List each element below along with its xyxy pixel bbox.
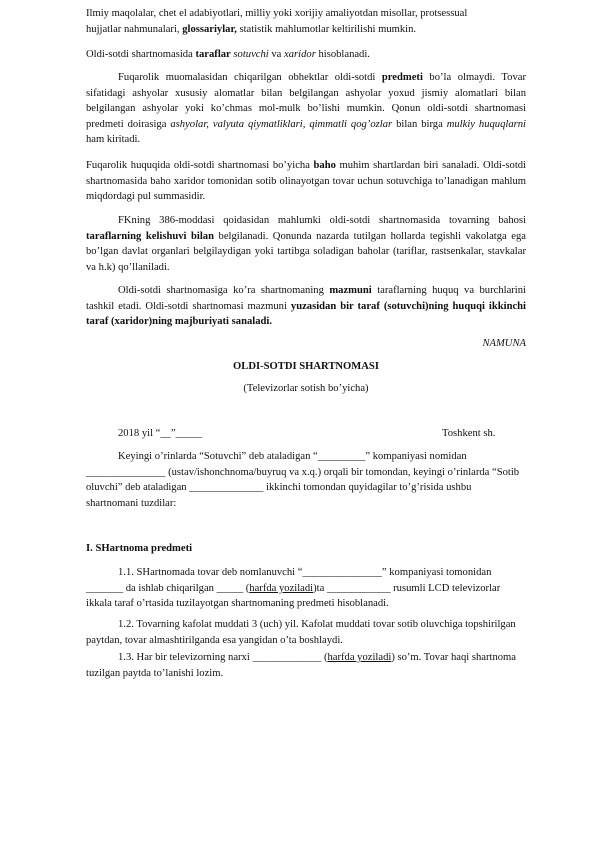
property-paragraph: Fuqarolik muomalasidan chiqarilgan obhektlar oldi-sotdi predmeti bo’la olmaydi. Tovar sifatidagi ashyolar xususiy alomatlar bilan belgilangan ashyolar yoxud jismiy alomatlari bilan belgilangan ashyolar yoki ko’chmas mol-mulk bo’lishi mumkin. Qonun oldi-sotdi shartnomasi predmeti doirasiga ashyolar, valyuta qiymatliklari, qimmatli qog’ozlar bilan birga mulkiy huquqlarni ham kiritadi. [86, 72, 527, 146]
sample-label: NAMUNA [482, 338, 526, 349]
price-term: baho [313, 160, 336, 171]
content-term: mazmuni [329, 285, 372, 296]
property-rights-term: mulkiy huquqlarni [446, 118, 527, 130]
rights-obligations-text: yuzasidan bir taraf (sotuvchi)ning huquqi ikkinchi taraf (xaridor)ning majburiyati sanaladi. [86, 300, 526, 328]
section-number: I. [86, 543, 93, 554]
section-title: SHartnoma predmeti [95, 543, 193, 554]
article-paragraph: FKning 386-moddasi qoidasidan mahlumki oldi-sotdi shartnomasida tovarning bahosi taraflarning kelishuvi bilan belgilanadi. Qonunda nazarda tutilgan hollarda tegishli vakolatga ega bo’lgan davlat organlari belgilaydigan yoki tartibga soladigan baholar (tariflar, rastsenkalar, stavkalar va h.k) qo’llaniladi. [86, 215, 526, 273]
subject-term: predmeti [381, 72, 423, 83]
clause-1-1: 1.1. SHartnomada tovar deb nomlanuvchi “_______________” kompaniyasi tomonidan _______ da ishlab chiqarilgan _____ (harfda yoziladi)ta ____________ rusumli LCD televizorlar ikkala taraf o’rtasida tuzilayotgan shartnomaning predmeti hisoblanadi. [86, 567, 501, 610]
glossary-term: glossariylar, [182, 23, 237, 35]
in-words-note: harfda yoziladi [327, 652, 392, 663]
intro-text-end: statistik mahlumotlar keltirilishi mumkin. [236, 23, 417, 35]
intro-paragraph [86, 6, 526, 37]
content-paragraph: Oldi-sotdi shartnomasiga ko’ra shartnomaning mazmuni taraflarning huquq va burchlarini tashkil etadi. Oldi-sotdi shartnomasi mazmuni yuzasidan bir taraf (sotuvchi)ning huquqi ikkinchi taraf (xaridor)ning majburiyati sanaladi. [86, 285, 526, 328]
date-city-row [86, 426, 526, 442]
parties-term: taraflar [195, 49, 231, 60]
intro-line-1: Ilmiy maqolalar, chet el adabiyotlari, milliy yoki xorijiy amaliyotdan misollar, protsessual [86, 8, 468, 19]
preamble-paragraph: Keyingi o’rinlarda “Sotuvchi” deb ataladigan “_________” kompaniyasi nomidan _______________ (ustav/ishonchnoma/buyruq va x.q.) orqali bir tomondan, keyingi o’rinlarda “Sotib oluvchi” deb ataladigan ______________ ikkinchi tomondan quyidagilar to’g’risida ushbu shartnomani tuzdilar: [86, 451, 520, 509]
contract-title: OLDI-SOTDI SHARTNOMASI [233, 361, 379, 372]
contract-subtitle: (Televizorlar sotish bo’yicha) [243, 383, 369, 394]
buyer-term: xaridor [284, 49, 316, 60]
section-heading [86, 541, 526, 557]
assets-term: ashyolar, valyuta qiymatliklari, qimmatli qog’ozlar [170, 118, 393, 130]
price-paragraph: Fuqarolik huquqida oldi-sotdi shartnomasi bo’yicha baho muhim shartlardan biri sanaladi. Oldi-sotdi shartnomasida baho xaridor tomonidan sotib olinayotgan tovar uchun sotuvchiga to’lanadigan mahlum miqdordagi pul summasidir. [86, 160, 527, 203]
agreement-term: taraflarning kelishuvi bilan [86, 230, 214, 242]
seller-term: sotuvchi [233, 49, 269, 60]
intro-text: hujjatlar nahmunalari, [86, 23, 183, 35]
contract-city: Toshkent sh. [442, 428, 496, 439]
contract-date: 2018 yil “__”_____ [118, 428, 203, 439]
in-words-note: harfda yoziladi [249, 582, 314, 594]
clause-1-2: 1.2. Tovarning kafolat muddati 3 (uch) yil. Kafolat muddati tovar sotib oluvchiga topshirilgan paytdan, tovar almashtirilganda esa yangidan o’ta boshlaydi. [86, 619, 516, 646]
parties-paragraph: Oldi-sotdi shartnomasida taraflar sotuvchi va xaridor hisoblanadi. [86, 49, 370, 60]
clause-1-3: 1.3. Har bir televizorning narxi _____________ (harfda yoziladi) so’m. Tovar haqi shartnoma tuzilgan paytda to’lanishi lozim. [86, 652, 517, 679]
